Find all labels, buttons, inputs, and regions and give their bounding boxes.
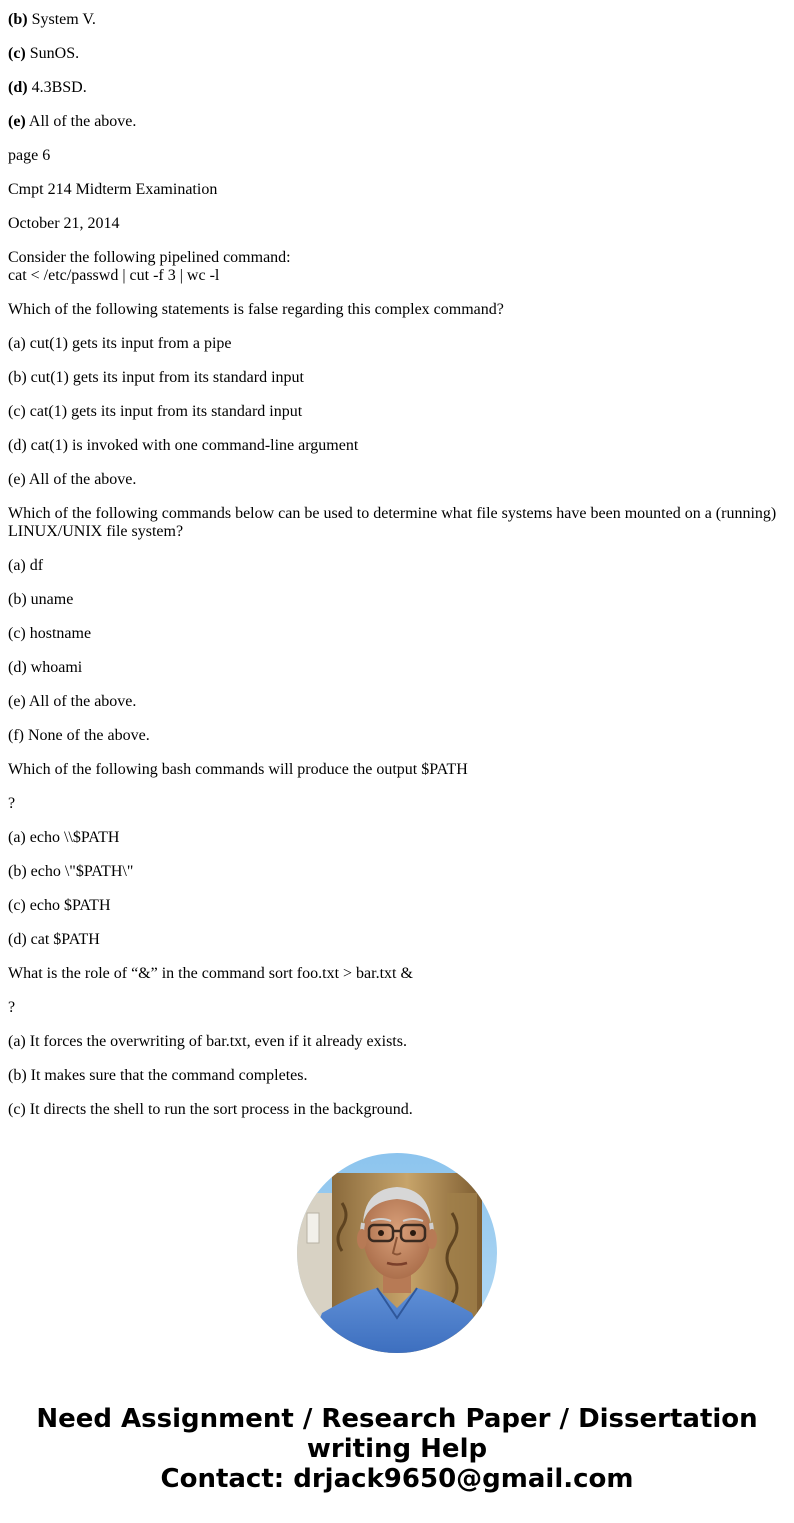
option-b-top bbox=[8, 11, 786, 29]
question-1-option-a: (a) cut(1) gets its input from a pipe bbox=[8, 335, 232, 352]
option-label: (d) bbox=[8, 79, 28, 96]
question-4-option-b: (b) It makes sure that the command completes. bbox=[8, 1067, 308, 1084]
course-title: Cmpt 214 Midterm Examination bbox=[8, 181, 218, 198]
question-1-text: Which of the following statements is false regarding this complex command? bbox=[8, 301, 504, 318]
question-2-text: Which of the following commands below can be used to determine what file systems have been mounted on a (running) LINUX/UNIX file system? bbox=[8, 505, 777, 540]
question-1-intro-text: Consider the following pipelined command: bbox=[8, 249, 291, 266]
question-3-option-d: (d) cat $PATH bbox=[8, 931, 100, 948]
question-1-command: cat < /etc/passwd | cut -f 3 | wc -l bbox=[8, 267, 220, 284]
question-4-option-c: (c) It directs the shell to run the sort process in the background. bbox=[8, 1101, 413, 1118]
question-2-option-d: (d) whoami bbox=[8, 659, 83, 676]
option-label: (c) bbox=[8, 45, 26, 62]
option-text: All of the above. bbox=[25, 113, 137, 130]
question-3-qmark: ? bbox=[8, 795, 16, 812]
author-photo bbox=[297, 1153, 497, 1353]
author-photo-drawing bbox=[297, 1153, 497, 1353]
question-1-option-e: (e) All of the above. bbox=[8, 471, 137, 488]
question-3-option-b: (b) echo \"$PATH\" bbox=[8, 863, 134, 880]
question-4-text: What is the role of “&” in the command sort foo.txt > bar.txt & bbox=[8, 965, 413, 982]
option-label: (e) bbox=[8, 113, 26, 130]
question-3-option-c: (c) echo $PATH bbox=[8, 897, 111, 914]
question-4-option-a: (a) It forces the overwriting of bar.txt, even if it already exists. bbox=[8, 1033, 407, 1050]
question-1-option-b: (b) cut(1) gets its input from its standard input bbox=[8, 369, 304, 386]
question-1-option-c: (c) cat(1) gets its input from its standard input bbox=[8, 403, 303, 420]
question-3-option-a: (a) echo \\$PATH bbox=[8, 829, 120, 846]
banner-line-1: Need Assignment / Research Paper / Dissertation bbox=[36, 1404, 758, 1434]
question-2-option-a: (a) df bbox=[8, 557, 44, 574]
question-2-option-b: (b) uname bbox=[8, 591, 74, 608]
exam-date: October 21, 2014 bbox=[8, 215, 120, 232]
question-2-option-e: (e) All of the above. bbox=[8, 693, 137, 710]
question-3-text: Which of the following bash commands will produce the output $PATH bbox=[8, 761, 468, 778]
banner-contact: Contact: drjack9650@gmail.com bbox=[160, 1464, 634, 1494]
question-1-intro bbox=[8, 249, 786, 285]
option-c-top bbox=[8, 45, 786, 63]
question-4-qmark: ? bbox=[8, 999, 16, 1016]
question-2-option-f: (f) None of the above. bbox=[8, 727, 150, 744]
option-text: System V. bbox=[27, 11, 96, 28]
option-e-top bbox=[8, 113, 786, 131]
option-d-top bbox=[8, 79, 786, 97]
page-number: page 6 bbox=[8, 147, 51, 164]
option-text: SunOS. bbox=[25, 45, 80, 62]
option-text: 4.3BSD. bbox=[27, 79, 87, 96]
contact-banner bbox=[0, 1404, 794, 1494]
question-1-option-d: (d) cat(1) is invoked with one command-line argument bbox=[8, 437, 359, 454]
option-label: (b) bbox=[8, 11, 28, 28]
banner-line-2: writing Help bbox=[306, 1434, 488, 1464]
question-2-option-c: (c) hostname bbox=[8, 625, 92, 642]
